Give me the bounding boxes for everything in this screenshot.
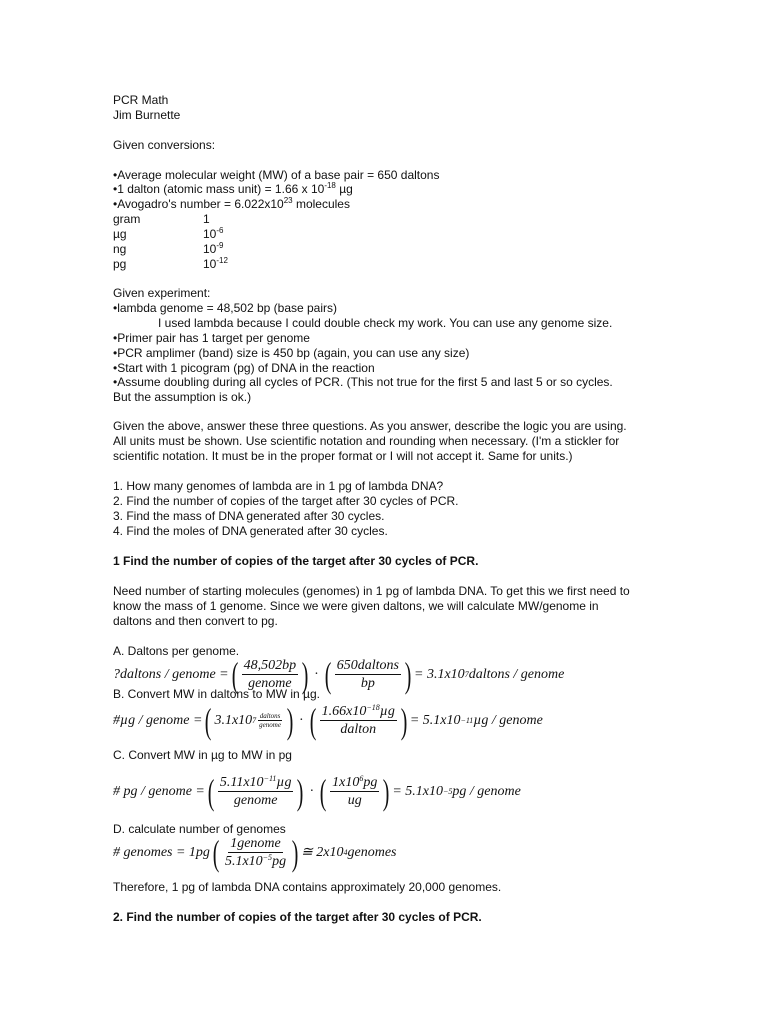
doc-title: PCR Math bbox=[113, 93, 169, 107]
unit-row-ng: ng bbox=[113, 242, 127, 256]
experiment-heading: Given experiment: bbox=[113, 286, 211, 300]
equation-c: # pg / genome = ( $\frac{5.11x10^{-11}\mu g}{\text{genome}}$ ) · ( $\frac{1x10^6pg}{ug}$ ) = 5.1x10 −5 pg / genome bbox=[113, 771, 521, 812]
equation-a: ?daltons / genome = ( $\frac{48,502bp}{\text{genome}}$ ) · ( $\frac{\text{650daltons}}{bp}$ ) = 3.1x10 7 daltons / genome bbox=[113, 654, 565, 695]
experiment-line-4: •PCR amplimer (band) size is 450 bp (again, you can use any size) bbox=[113, 346, 470, 360]
step-d-label: D. calculate number of genomes bbox=[113, 822, 286, 836]
conversion-avogadro: •Avogadro's number = $6.022x10^{23}$ molecules bbox=[113, 196, 350, 211]
question-2: 2. Find the number of copies of the target after 30 cycles of PCR. bbox=[113, 494, 459, 508]
step-a-label: A. Daltons per genome. bbox=[113, 644, 240, 658]
step-c-label: C. Convert MW in µg to MW in pg bbox=[113, 748, 292, 762]
unit-row-pg: pg bbox=[113, 257, 127, 271]
doc-author: Jim Burnette bbox=[113, 108, 181, 122]
experiment-line-6: •Assume doubling during all cycles of PCR. (This not true for the first 5 and last 5 or so cycles. bbox=[113, 375, 613, 389]
unit-value-ng: $10^{-9}$ bbox=[203, 241, 224, 256]
instructions-line-1: Given the above, answer these three questions. As you answer, describe the logic you are using. bbox=[113, 419, 627, 433]
question-1: 1. How many genomes of lambda are in 1 pg of lambda DNA? bbox=[113, 479, 444, 493]
experiment-line-7: But the assumption is ok.) bbox=[113, 390, 252, 404]
conversion-mw: •Average molecular weight (MW) of a base pair = 650 daltons bbox=[113, 168, 440, 182]
experiment-line-1: •lambda genome = 48,502 bp (base pairs) bbox=[113, 301, 338, 315]
unit-row-ug: µg bbox=[113, 227, 127, 241]
section-1-heading: 1 Find the number of copies of the target after 30 cycles of PCR. bbox=[113, 554, 479, 568]
experiment-line-3: •Primer pair has 1 target per genome bbox=[113, 331, 310, 345]
section-1-conclusion: Therefore, 1 pg of lambda DNA contains approximately 20,000 genomes. bbox=[113, 880, 502, 894]
equation-d: # genomes = 1pg ( $\frac{\text{1genome}}{5.1x10^{-5}pg}$ ) ≅ 2x10 4 genomes bbox=[113, 832, 397, 873]
experiment-line-5: •Start with 1 picogram (pg) of DNA in the reaction bbox=[113, 361, 375, 375]
instructions-line-3: scientific notation. It must be in the proper format or I will not accept it. Same for units.) bbox=[113, 449, 573, 463]
question-3: 3. Find the mass of DNA generated after 30 cycles. bbox=[113, 509, 385, 523]
experiment-line-2: I used lambda because I could double check my work. You can use any genome size. bbox=[158, 316, 613, 330]
unit-row-gram: gram bbox=[113, 212, 141, 226]
unit-value-gram: 1 bbox=[203, 212, 210, 226]
unit-value-ug: $10^{-6}$ bbox=[203, 226, 224, 241]
section-1-para-3: daltons and then convert to pg. bbox=[113, 614, 278, 628]
section-2-heading: 2. Find the number of copies of the target after 30 cycles of PCR. bbox=[113, 910, 482, 924]
question-4: 4. Find the moles of DNA generated after 30 cycles. bbox=[113, 524, 388, 538]
conversions-heading: Given conversions: bbox=[113, 138, 216, 152]
step-b-label: B. Convert MW in daltons to MW in µg. bbox=[113, 687, 320, 701]
equation-b: #µg / genome = ( 3.1x10 7 $\frac{\text{daltons}}{\text{genome}}$ ) · ( $\frac{1.66x10^{-18}\mu g}{\text{dalton}}$ ) = 5.1x10 −11 µg / genome bbox=[113, 700, 543, 741]
instructions-line-2: All units must be shown. Use scientific notation and rounding when necessary. (I'm a stickler for bbox=[113, 434, 620, 448]
conversion-dalton: •1 dalton (atomic mass unit) = 1.66 x $10^{-18}$ µg bbox=[113, 181, 353, 196]
section-1-para-1: Need number of starting molecules (genomes) in 1 pg of lambda DNA. To get this we first need to bbox=[113, 584, 630, 598]
unit-value-pg: $10^{-12}$ bbox=[203, 256, 228, 271]
section-1-para-2: know the mass of 1 genome. Since we were given daltons, we will calculate MW/genome in bbox=[113, 599, 599, 613]
